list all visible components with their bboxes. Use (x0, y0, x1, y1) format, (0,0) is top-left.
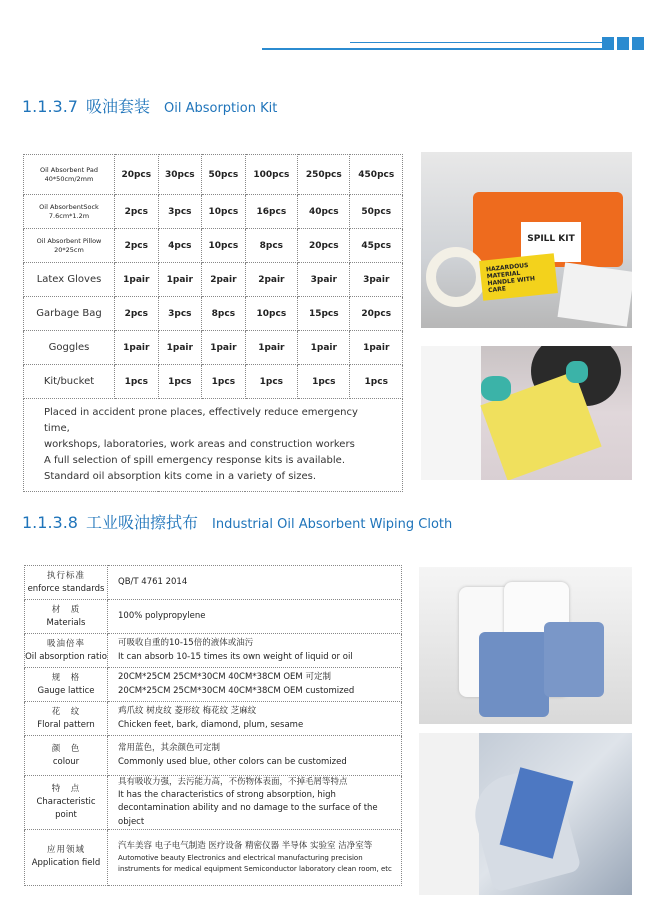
row-value: 1pcs (202, 365, 246, 399)
spec-key-en: colour (52, 756, 80, 767)
row-value: 2pair (245, 263, 297, 297)
header-rule (262, 48, 602, 50)
spec-key-cn: 应用领域 (46, 845, 85, 856)
spec-row (25, 668, 402, 702)
cloth-spec-table (24, 565, 402, 886)
table-row (24, 365, 403, 399)
spec-value-line: 20CM*25CM 25CM*30CM 40CM*38CM OEM 可定制 (118, 672, 331, 683)
row-value: 1pcs (115, 365, 159, 399)
spec-key-en: Floral pattern (37, 719, 95, 730)
spec-value (108, 776, 402, 830)
table-row (24, 263, 403, 297)
description-line: workshops, laboratories, work areas and construction workers (44, 439, 355, 450)
row-value: 1pcs (298, 365, 350, 399)
row-value: 20pcs (115, 155, 159, 195)
spec-key-cn: 执行标准 (46, 570, 85, 581)
row-value: 1pair (202, 331, 246, 365)
spec-value (108, 668, 402, 702)
row-value: 45pcs (350, 229, 403, 263)
spec-key (25, 829, 108, 885)
row-value: 16pcs (245, 195, 297, 229)
description-line: A full selection of spill emergency response kits is available. (44, 455, 346, 466)
row-label: Kit/bucket (24, 365, 115, 399)
spec-key (25, 600, 108, 634)
spec-key-en: Characteristic point (36, 796, 96, 820)
spec-key (25, 776, 108, 830)
spec-value-line: instruments for medical equipment Semiconductor laboratory clean room, etc (118, 864, 392, 873)
wiping-cloth-rolls-photo (419, 567, 632, 724)
row-value: 40pcs (298, 195, 350, 229)
section-number: 1.1.3.7 (22, 97, 78, 116)
row-value: 1pcs (245, 365, 297, 399)
row-value: 50pcs (202, 155, 246, 195)
row-value: 10pcs (202, 229, 246, 263)
row-value: 1pair (115, 263, 159, 297)
protective-suit (421, 346, 481, 480)
row-value: 1pcs (350, 365, 403, 399)
row-label: Goggles (24, 331, 115, 365)
row-value: 1pair (350, 331, 403, 365)
spec-key (25, 634, 108, 668)
spec-key-en: enforce standards (27, 583, 105, 594)
kit-table (23, 154, 403, 492)
spec-value (108, 736, 402, 776)
header-blocks (602, 37, 644, 50)
row-value: 2pcs (115, 195, 159, 229)
blue-roll (479, 632, 549, 717)
row-value: 3pair (350, 263, 403, 297)
row-label: Garbage Bag (24, 297, 115, 331)
hazard-label: HAZARDOUS MATERIAL HANDLE WITH CARE (479, 253, 558, 301)
spec-key-cn: 规 格 (51, 672, 81, 683)
spec-value (108, 829, 402, 885)
spec-row (25, 634, 402, 668)
spec-key (25, 668, 108, 702)
row-value: 8pcs (202, 297, 246, 331)
spec-key-en: Application field (31, 858, 101, 869)
section-number: 1.1.3.8 (22, 513, 78, 532)
glove-icon (566, 361, 588, 383)
spec-row (25, 736, 402, 776)
row-value: 250pcs (298, 155, 350, 195)
spec-key (25, 566, 108, 600)
row-value: 1pair (158, 331, 202, 365)
kit-description (24, 399, 403, 492)
row-label: Oil AbsorbentSock 7.6cm*1.2m (24, 195, 115, 229)
spec-value-line: QB/T 4761 2014 (118, 576, 188, 587)
description-row (24, 399, 403, 492)
row-value: 3pair (298, 263, 350, 297)
spec-value-line: Commonly used blue, other colors can be customized (118, 756, 347, 767)
spec-value-line: Chicken feet, bark, diamond, plum, sesame (118, 719, 304, 730)
row-value: 20pcs (298, 229, 350, 263)
wiping-surface-photo (419, 733, 632, 895)
spec-key-cn: 花 纹 (51, 706, 81, 717)
row-value: 2pair (202, 263, 246, 297)
spec-value-line: 鸡爪纹 树皮纹 菱形纹 梅花纹 芝麻纹 (118, 706, 257, 717)
row-value: 1pair (115, 331, 159, 365)
spec-key-cn: 吸油倍率 (46, 638, 85, 649)
spec-value-line: 可吸收自重的10-15倍的液体或油污 (118, 638, 254, 649)
spec-value-line: 常用蓝色，其余颜色可定制 (118, 743, 221, 754)
spec-value-line: It has the characteristics of strong absorption, high (118, 790, 336, 801)
blue-roll (544, 622, 604, 697)
row-value: 1pair (245, 331, 297, 365)
spec-value-line: It can absorb 10-15 times its own weight of liquid or oil (118, 651, 353, 662)
spec-value-line: decontamination ability and no damage to the surface of the object (118, 803, 378, 827)
row-value: 1pair (298, 331, 350, 365)
spill-kit-photo (421, 152, 632, 328)
row-value: 3pcs (158, 195, 202, 229)
section-title-oil-kit (22, 94, 277, 117)
spill-kit-label: SPILL KIT (521, 222, 581, 262)
absorbent-sock (426, 247, 486, 307)
description-line: Standard oil absorption kits come in a variety of sizes. (44, 471, 316, 482)
description-line: Placed in accident prone places, effectively reduce emergency time, (44, 407, 358, 434)
glove-icon (481, 376, 511, 401)
section-title-cn: 吸油套装 (85, 97, 150, 116)
row-value: 3pcs (158, 297, 202, 331)
spec-key-en: Materials (46, 617, 86, 628)
row-label: Oil Absorbent Pillow 20*25cm (24, 229, 115, 263)
spec-key-cn: 颜 色 (51, 743, 81, 754)
spec-value (108, 634, 402, 668)
row-value: 2pcs (115, 297, 159, 331)
spec-value-line: 20CM*25CM 25CM*30CM 40CM*38CM OEM customized (118, 685, 355, 696)
spec-value-line: 汽车美容 电子电气制造 医疗设备 精密仪器 半导体 实验室 洁净室等 (118, 840, 373, 851)
row-label: Oil Absorbent Pad 40*50cm/2mm (24, 155, 115, 195)
spec-row (25, 566, 402, 600)
row-value: 15pcs (298, 297, 350, 331)
absorbent-pads (558, 262, 632, 326)
row-value: 450pcs (350, 155, 403, 195)
spill-cleanup-photo (421, 346, 632, 480)
spec-key-cn: 特 点 (51, 784, 81, 795)
row-value: 50pcs (350, 195, 403, 229)
table-row (24, 229, 403, 263)
header-rule-thin (350, 42, 602, 43)
row-value: 1pair (158, 263, 202, 297)
spec-value (108, 702, 402, 736)
row-value: 4pcs (158, 229, 202, 263)
table-row (24, 297, 403, 331)
spec-key-en: Oil absorption ratio (25, 651, 107, 662)
spec-row (25, 702, 402, 736)
row-label: Latex Gloves (24, 263, 115, 297)
section-title-en: Industrial Oil Absorbent Wiping Cloth (212, 517, 453, 532)
row-value: 2pcs (115, 229, 159, 263)
spec-value-line: 100% polypropylene (118, 610, 206, 621)
table-row (24, 331, 403, 365)
spec-value-line: Automotive beauty Electronics and electrical manufacturing precision (118, 853, 363, 862)
spec-row (25, 829, 402, 885)
table-row (24, 155, 403, 195)
table-row (24, 195, 403, 229)
spec-row (25, 600, 402, 634)
spec-value-line: 具有吸收力强，去污能力高，不伤物体表面，不掉毛屑等特点 (118, 777, 348, 787)
spec-key-cn: 材 质 (51, 604, 81, 615)
protective-sleeve (419, 733, 479, 895)
row-value: 10pcs (245, 297, 297, 331)
row-value: 100pcs (245, 155, 297, 195)
row-value: 8pcs (245, 229, 297, 263)
spec-row (25, 776, 402, 830)
section-title-en: Oil Absorption Kit (164, 101, 278, 116)
row-value: 10pcs (202, 195, 246, 229)
spec-key (25, 736, 108, 776)
spec-key (25, 702, 108, 736)
section-title-cn: 工业吸油擦拭布 (85, 513, 198, 532)
spec-value (108, 600, 402, 634)
spec-value (108, 566, 402, 600)
row-value: 30pcs (158, 155, 202, 195)
section-title-wiping-cloth (22, 510, 452, 533)
row-value: 1pcs (158, 365, 202, 399)
row-value: 20pcs (350, 297, 403, 331)
spec-key-en: Gauge lattice (37, 685, 95, 696)
